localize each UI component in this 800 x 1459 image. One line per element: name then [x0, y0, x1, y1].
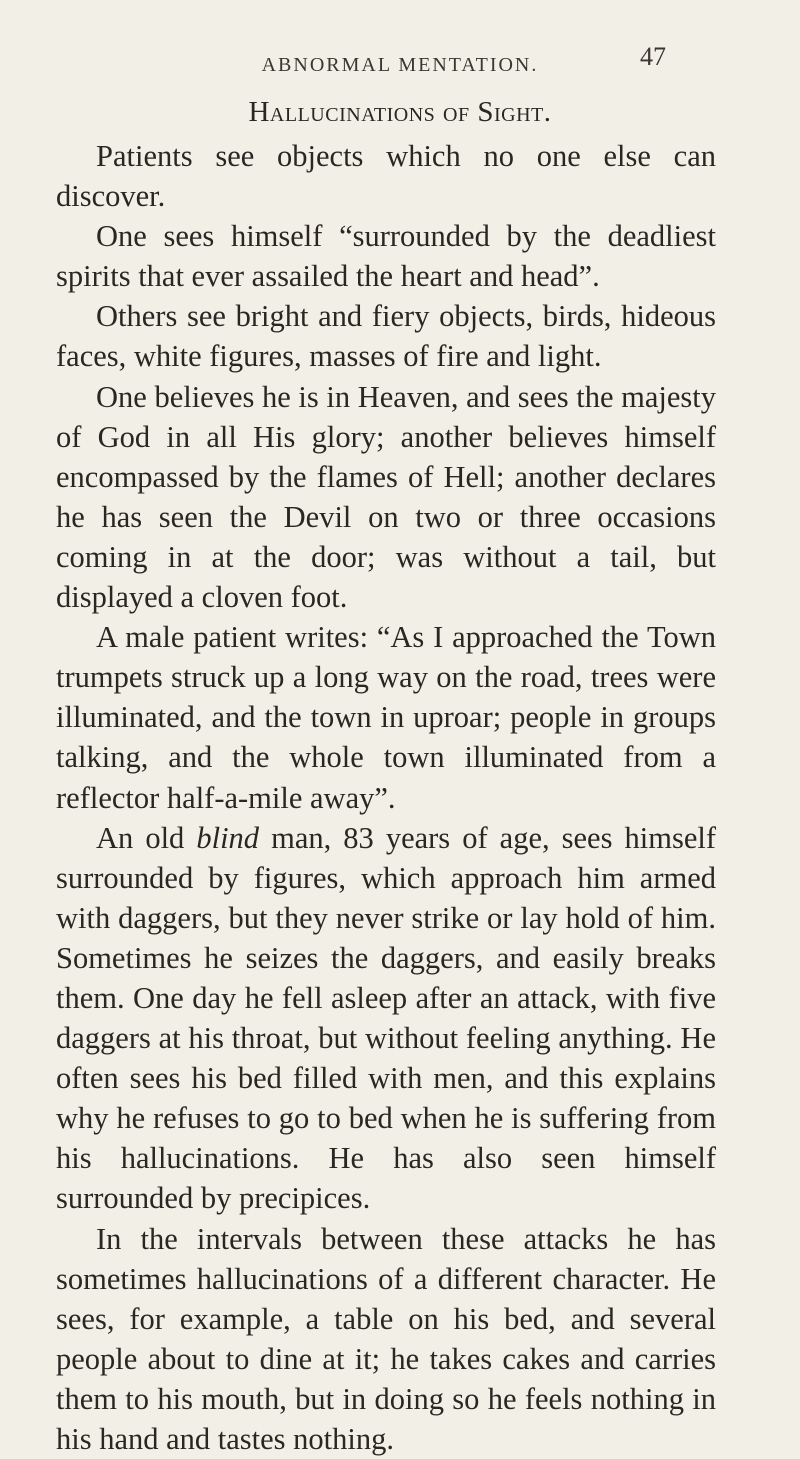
- paragraph-6: [56, 818, 716, 1219]
- body-text: [56, 136, 716, 1459]
- paragraph-7: In the intervals between these attacks he has sometimes hallucinations of a different character. He sees, for example, a table on his bed, and several people about to dine at it; he takes cakes and carries them to his mouth, but in doing so he feels nothing in his hand and tastes nothing.: [56, 1221, 716, 1456]
- running-head: ABNORMAL MENTATION.: [261, 54, 539, 76]
- page-number: 47: [640, 42, 666, 71]
- paragraph-4: One believes he is in Heaven, and sees the majesty of God in all His glory; another believes himself encompassed by the flames of Hell; another declares he has seen the Devil on two or three occasions coming in at the door; was without a tail, but displayed a cloven foot.: [56, 379, 716, 615]
- paragraph-5: A male patient writes: “As I approached the Town trumpets struck up a long way on the road, trees were illuminated, and the town in uproar; people in groups talking, and the whole town illuminated from a reflector half-a-mile away”.: [56, 620, 716, 815]
- paragraph-3: Others see bright and fiery objects, birds, hideous faces, white figures, masses of fire and light.: [56, 299, 716, 374]
- italic-emphasis: blind: [196, 820, 260, 855]
- paragraph-1: Patients see objects which no one else can discover.: [56, 139, 716, 214]
- paragraph-2: One sees himself “surrounded by the deadliest spirits that ever assailed the heart and head”.: [56, 219, 716, 294]
- paragraph-6-rest: man, 83 years of age, sees himself surrounded by figures, which approach him armed with daggers, but they never strike or lay hold of him. Sometimes he seizes the daggers, and easily breaks them. One day he fell asleep after an attack, with five daggers at his throat, but without feeling anything. He often sees his bed filled with men, and this explains why he refuses to go to bed when he is suffering from his hallucinations. He has also seen himself surrounded by precipices.: [56, 820, 716, 1216]
- section-heading: Hallucinations of Sight.: [248, 96, 552, 128]
- paragraph-6-lead: An old: [96, 820, 197, 855]
